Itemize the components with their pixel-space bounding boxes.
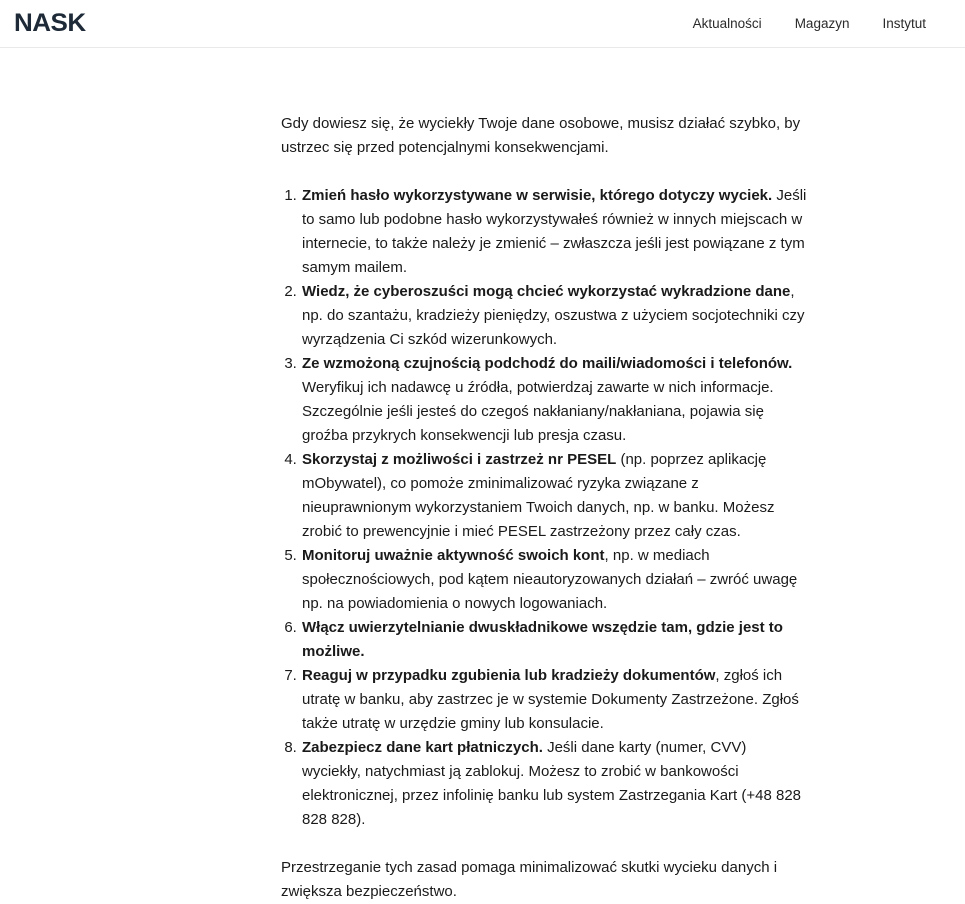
list-item-rest: , np. do szantażu, kradzieży pieniędzy, oszustwa z użyciem socjotechniki czy wyrządzenia Ci szkód wizerunkowych. — [302, 283, 805, 348]
nav-link-aktualnosci[interactable]: Aktualności — [692, 15, 762, 31]
list-item — [301, 544, 808, 616]
list-item-lead: Reaguj w przypadku zgubienia lub kradzieży dokumentów — [302, 667, 716, 684]
list-item-rest: Jeśli dane karty (numer, CVV) wyciekły, natychmiast ją zablokuj. Możesz to zrobić w bankowości elektronicznej, przez infolinię banku lub system Zastrzegania Kart (+48 828 828 828). — [302, 739, 802, 828]
list-item-lead: Zmień hasło wykorzystywane w serwisie, którego dotyczy wyciek. — [302, 187, 773, 204]
nav-link-magazyn[interactable]: Magazyn — [794, 15, 850, 31]
steps-list — [281, 160, 808, 832]
list-item-lead: Skorzystaj z możliwości i zastrzeż nr PESEL — [302, 451, 617, 468]
outro-paragraph: Przestrzeganie tych zasad pomaga minimalizować skutki wycieku danych i zwiększa bezpieczeństwo. — [281, 859, 778, 900]
list-item-rest: (np. poprzez aplikację mObywatel), co pomoże zminimalizować ryzyka związane z nieuprawnionym wykorzystaniem Twoich danych, np. w banku. Możesz zrobić to prewencyjnie i mieć PESEL zastrzeżony przez cały czas. — [302, 451, 775, 540]
nav-link-instytut[interactable]: Instytut — [882, 15, 926, 31]
main-navigation — [693, 17, 926, 31]
article-body — [281, 60, 808, 904]
list-item-rest: , zgłoś ich utratę w banku, aby zastrzec je w systemie Dokumenty Zastrzeżone. Zgłoś także utratę w urzędzie gminy lub konsulacie. — [302, 667, 799, 732]
list-item — [301, 352, 808, 448]
list-item-rest: , np. w mediach społecznościowych, pod kątem nieautoryzowanych działań – zwróć uwagę np. na powiadomienia o nowych logowaniach. — [302, 547, 798, 612]
list-item-lead: Wiedz, że cyberoszuści mogą chcieć wykorzystać wykradzione dane — [302, 283, 791, 300]
site-header — [0, 0, 965, 48]
list-item-rest: Weryfikuj ich nadawcę u źródła, potwierdzaj zawarte w nich informacje. Szczególnie jeśli jesteś do czegoś nakłaniany/nakłaniana, pojawia się groźba przykrych konsekwencji lub presja czasu. — [302, 379, 774, 444]
list-item — [301, 736, 808, 832]
list-item — [301, 616, 808, 664]
intro-paragraph: Gdy dowiesz się, że wyciekły Twoje dane osobowe, musisz działać szybko, by ustrzec się przed potencjalnymi konsekwencjami. — [281, 115, 801, 156]
list-item — [301, 280, 808, 352]
nask-logo[interactable]: NASK — [14, 9, 86, 37]
list-item-lead: Monitoruj uważnie aktywność swoich kont — [302, 547, 605, 564]
list-item — [301, 664, 808, 736]
list-item — [301, 184, 808, 280]
list-item-lead: Włącz uwierzytelnianie dwuskładnikowe wszędzie tam, gdzie jest to możliwe. — [302, 619, 783, 660]
list-item-lead: Zabezpiecz dane kart płatniczych. — [302, 739, 543, 756]
content-wrap — [0, 48, 965, 904]
list-item-rest: Jeśli to samo lub podobne hasło wykorzystywałeś również w innych miejscach w internecie, to także należy je zmienić – zwłaszcza jeśli jest powiązane z tym samym mailem. — [302, 187, 807, 276]
list-item — [301, 448, 808, 544]
list-item-lead: Ze wzmożoną czujnością podchodź do maili/wiadomości i telefonów. — [302, 355, 793, 372]
